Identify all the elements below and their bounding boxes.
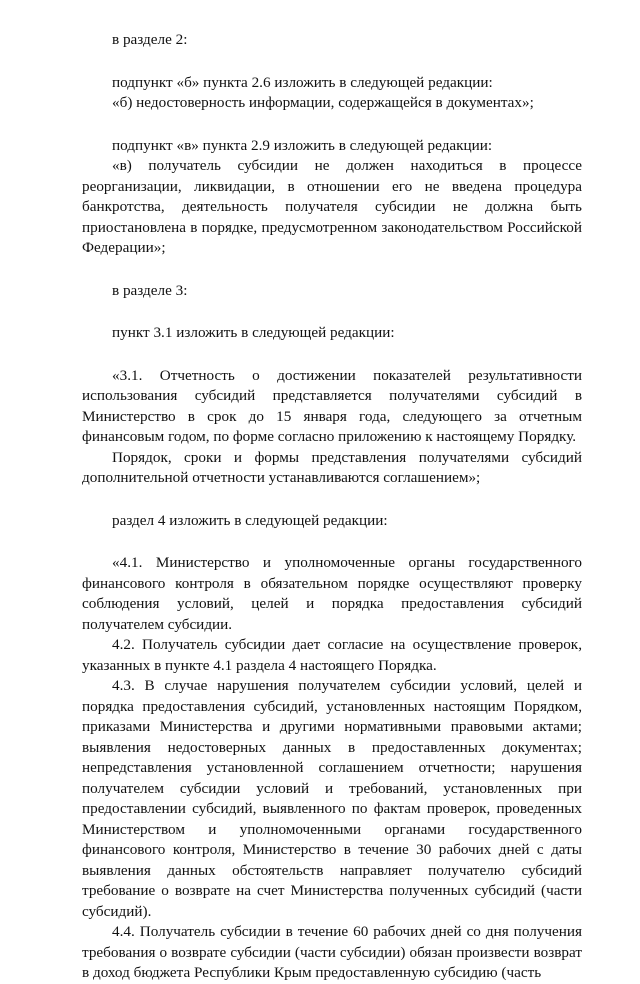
paragraph-gap [82,259,582,281]
paragraph: в разделе 2: [112,31,188,48]
paragraph: Порядок, сроки и формы представления получателями субсидий дополнительной отчетности устанавливаются соглашением»; [82,448,582,486]
paragraph: 4.4. Получатель субсидии в течение 60 рабочих дней со дня получения требования о возврате субсидии (части субсидии) обязан произвести возврат в доход бюджета Республики Крым предоставленную субсидию (часть [82,923,582,981]
paragraph-gap [82,344,582,366]
paragraph: «3.1. Отчетность о достижении показателей результативности использования субсидий представляется получателями субсидий в Министерство в срок до 15 января года, следующего за отчетным финансовым годом, по форме согласно приложению к настоящему Порядку. [82,366,582,445]
paragraph: «б) недостоверность информации, содержащейся в документах»; [112,94,534,111]
paragraph: 4.3. В случае нарушения получателем субсидии условий, целей и порядка предоставления субсидий, установленных настоящим Порядком, приказами Министерства и другими нормативными правовыми актами; выявления недостоверных данных в предоставленных документах; непредставления установленной соглашением отчетности; нарушения получателем субсидии условий и требований, установленных при предоставлении субсидий, выявленного по фактам проверок, проведенных Министерством и уполномоченными органами государственного финансового контроля, Министерство в течение 30 рабочих дней с даты выявления данных обстоятельств направляет получателю субсидий требование о возврате на счет Министерства полученных субсидий (части субсидий). [82,677,582,920]
paragraph-gap [82,489,582,511]
paragraph: пункт 3.1 изложить в следующей редакции: [112,324,395,341]
paragraph: раздел 4 изложить в следующей редакции: [112,511,388,529]
paragraph: в разделе 3: [112,281,188,299]
paragraph: «4.1. Министерство и уполномоченные органы государственного финансового контроля в обязательном порядке осуществляют проверку соблюдения условий, целей и порядка предоставления субсидий получателем субсидии. [82,554,582,633]
paragraph-gap [82,51,582,73]
paragraph: подпункт «в» пункта 2.9 изложить в следующей редакции: [112,136,493,154]
paragraph-gap [82,531,582,553]
paragraph-gap [82,301,582,323]
paragraph-gap [82,114,582,136]
paragraph: подпункт «б» пункта 2.6 изложить в следующей редакции: [112,73,493,91]
paragraph: «в) получатель субсидии не должен находиться в процессе реорганизации, ликвидации, в отношении его не введена процедура банкротства, деятельность получателя субсидии не должна быть приостановлена в порядке, предусмотренном законодательством Российской Федерации»; [82,157,582,256]
paragraph: 4.2. Получатель субсидии дает согласие на осуществление проверок, указанных в пункте 4.1 раздела 4 настоящего Порядка. [82,636,582,674]
